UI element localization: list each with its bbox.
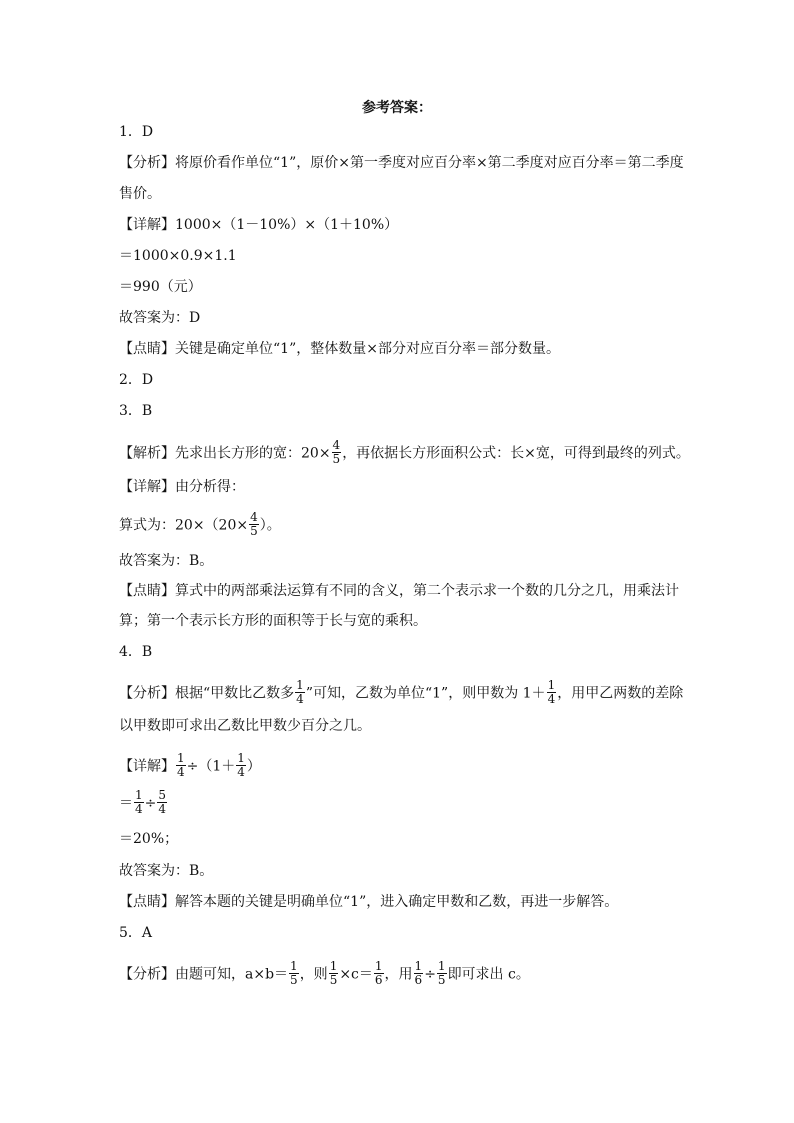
page-title: 参考答案： (362, 100, 432, 116)
q4-step-fraction (134, 789, 144, 816)
fraction-numerator: 1 (437, 959, 446, 973)
fraction-denominator: 4 (177, 765, 185, 779)
q4-step-2: ＝20%； (119, 831, 179, 847)
q3-fraction (332, 439, 342, 466)
fraction-denominator: 5 (290, 973, 298, 987)
q1-step-1: ＝1000×0.9×1.1 (119, 248, 237, 264)
q1-step-2: ＝990（元） (119, 279, 202, 295)
fraction-numerator: 1 (177, 751, 185, 765)
fraction-denominator: 4 (547, 692, 556, 706)
q5-fraction-3 (374, 960, 384, 987)
q4-answer: 故答案为：B。 (119, 863, 214, 879)
q2-head: 2．D (119, 372, 154, 388)
q4-step-div: ÷ (144, 795, 157, 812)
q3-formula-text-2: ）。 (259, 517, 281, 534)
q4-detail-fraction (176, 752, 186, 779)
q4-step-1 (119, 790, 168, 817)
q4-detail-text-2: ） (246, 758, 261, 775)
fraction-numerator: 5 (158, 788, 167, 802)
q4-step-fraction-2 (157, 789, 167, 816)
q4-detail-label: 【详解】 (119, 758, 175, 775)
fraction-numerator: 1 (237, 751, 245, 765)
q3-comment-cont: 算；第一个表示长方形的面积等于长与宽的乘积。 (119, 613, 427, 629)
q4-analysis-text: 【分析】根据“甲数比乙数多 (119, 685, 295, 702)
fraction-numerator: 1 (374, 959, 383, 973)
fraction-denominator: 6 (414, 973, 423, 987)
fraction-numerator: 1 (547, 678, 556, 692)
q4-detail-fraction-2 (236, 752, 246, 779)
fraction-denominator: 5 (332, 452, 341, 466)
fraction-numerator: 1 (135, 788, 143, 802)
q5-fraction-2 (329, 960, 339, 987)
q3-answer: 故答案为：B。 (119, 553, 214, 569)
q1-head: 1．D (119, 124, 154, 140)
fraction-numerator: 1 (414, 959, 423, 973)
q1-answer: 故答案为：D (119, 310, 201, 326)
q4-analysis-cont: 以甲数即可求出乙数比甲数少百分之几。 (119, 718, 371, 734)
q4-fraction-2 (547, 679, 557, 706)
fraction-denominator: 4 (158, 802, 167, 816)
fraction-denominator: 4 (237, 765, 245, 779)
q4-analysis-text-2: ”可知，乙数为单位“1”，则甲数为 1＋ (305, 685, 546, 702)
q4-detail-text: ÷（1＋ (186, 758, 236, 775)
q4-analysis (119, 680, 683, 707)
q5-analysis-text-2: ，则 (299, 966, 328, 983)
q5-analysis-text: 【分析】由题可知，a×b＝ (119, 966, 289, 983)
fraction-denominator: 4 (296, 692, 304, 706)
q1-analysis: 【分析】将原价看作单位“1”，原价×第一季度对应百分率×第二季度对应百分率＝第二季度 (119, 155, 684, 171)
q4-comment: 【点睛】解答本题的关键是明确单位“1”，进入确定甲数和乙数，再进一步解答。 (119, 894, 619, 910)
q3-analysis-text-2: ，再依据长方形面积公式：长×宽，可得到最终的列式。 (342, 445, 690, 462)
q5-analysis-text-3: ×c＝ (339, 966, 373, 983)
q4-step-eq: ＝ (119, 795, 133, 812)
q5-head: 5．A (119, 925, 153, 941)
q3-analysis (119, 440, 690, 467)
q3-formula-fraction (249, 511, 259, 538)
q3-formula-text: 算式为：20×（20× (119, 517, 249, 534)
q1-detail: 【详解】1000×（1－10%）×（1＋10%） (119, 217, 399, 233)
fraction-numerator: 1 (329, 959, 338, 973)
q1-comment: 【点睛】关键是确定单位“1”，整体数量×部分对应百分率＝部分数量。 (119, 341, 560, 357)
q5-fraction-1 (289, 960, 299, 987)
q5-analysis-text-4: ，用 (384, 966, 413, 983)
fraction-denominator: 5 (250, 524, 258, 538)
q4-fraction (295, 679, 305, 706)
fraction-denominator: 5 (437, 973, 446, 987)
fraction-numerator: 1 (296, 678, 304, 692)
q3-head: 3．B (119, 403, 153, 419)
fraction-numerator: 4 (250, 510, 258, 524)
q3-comment: 【点睛】算式中的两部乘法运算有不同的含义，第二个表示求一个数的几分之几，用乘法计 (119, 583, 679, 599)
fraction-denominator: 4 (135, 802, 143, 816)
q4-detail (119, 753, 261, 780)
q5-fraction-4 (414, 960, 424, 987)
q4-head: 4．B (119, 644, 153, 660)
fraction-denominator: 6 (374, 973, 383, 987)
q3-detail: 【详解】由分析得： (119, 479, 245, 495)
fraction-numerator: 4 (332, 438, 341, 452)
q4-analysis-text-3: ，用甲乙两数的差除 (557, 685, 684, 702)
q5-analysis-text-5: ÷ (424, 966, 436, 983)
q1-analysis-cont: 售价。 (119, 186, 161, 202)
q3-analysis-text: 【解析】先求出长方形的宽：20× (119, 445, 331, 462)
q5-analysis (119, 961, 530, 988)
q3-formula (119, 512, 281, 539)
q5-analysis-text-6: 即可求出 c。 (447, 966, 530, 983)
fraction-numerator: 1 (290, 959, 298, 973)
q5-fraction-5 (437, 960, 447, 987)
fraction-denominator: 5 (329, 973, 338, 987)
